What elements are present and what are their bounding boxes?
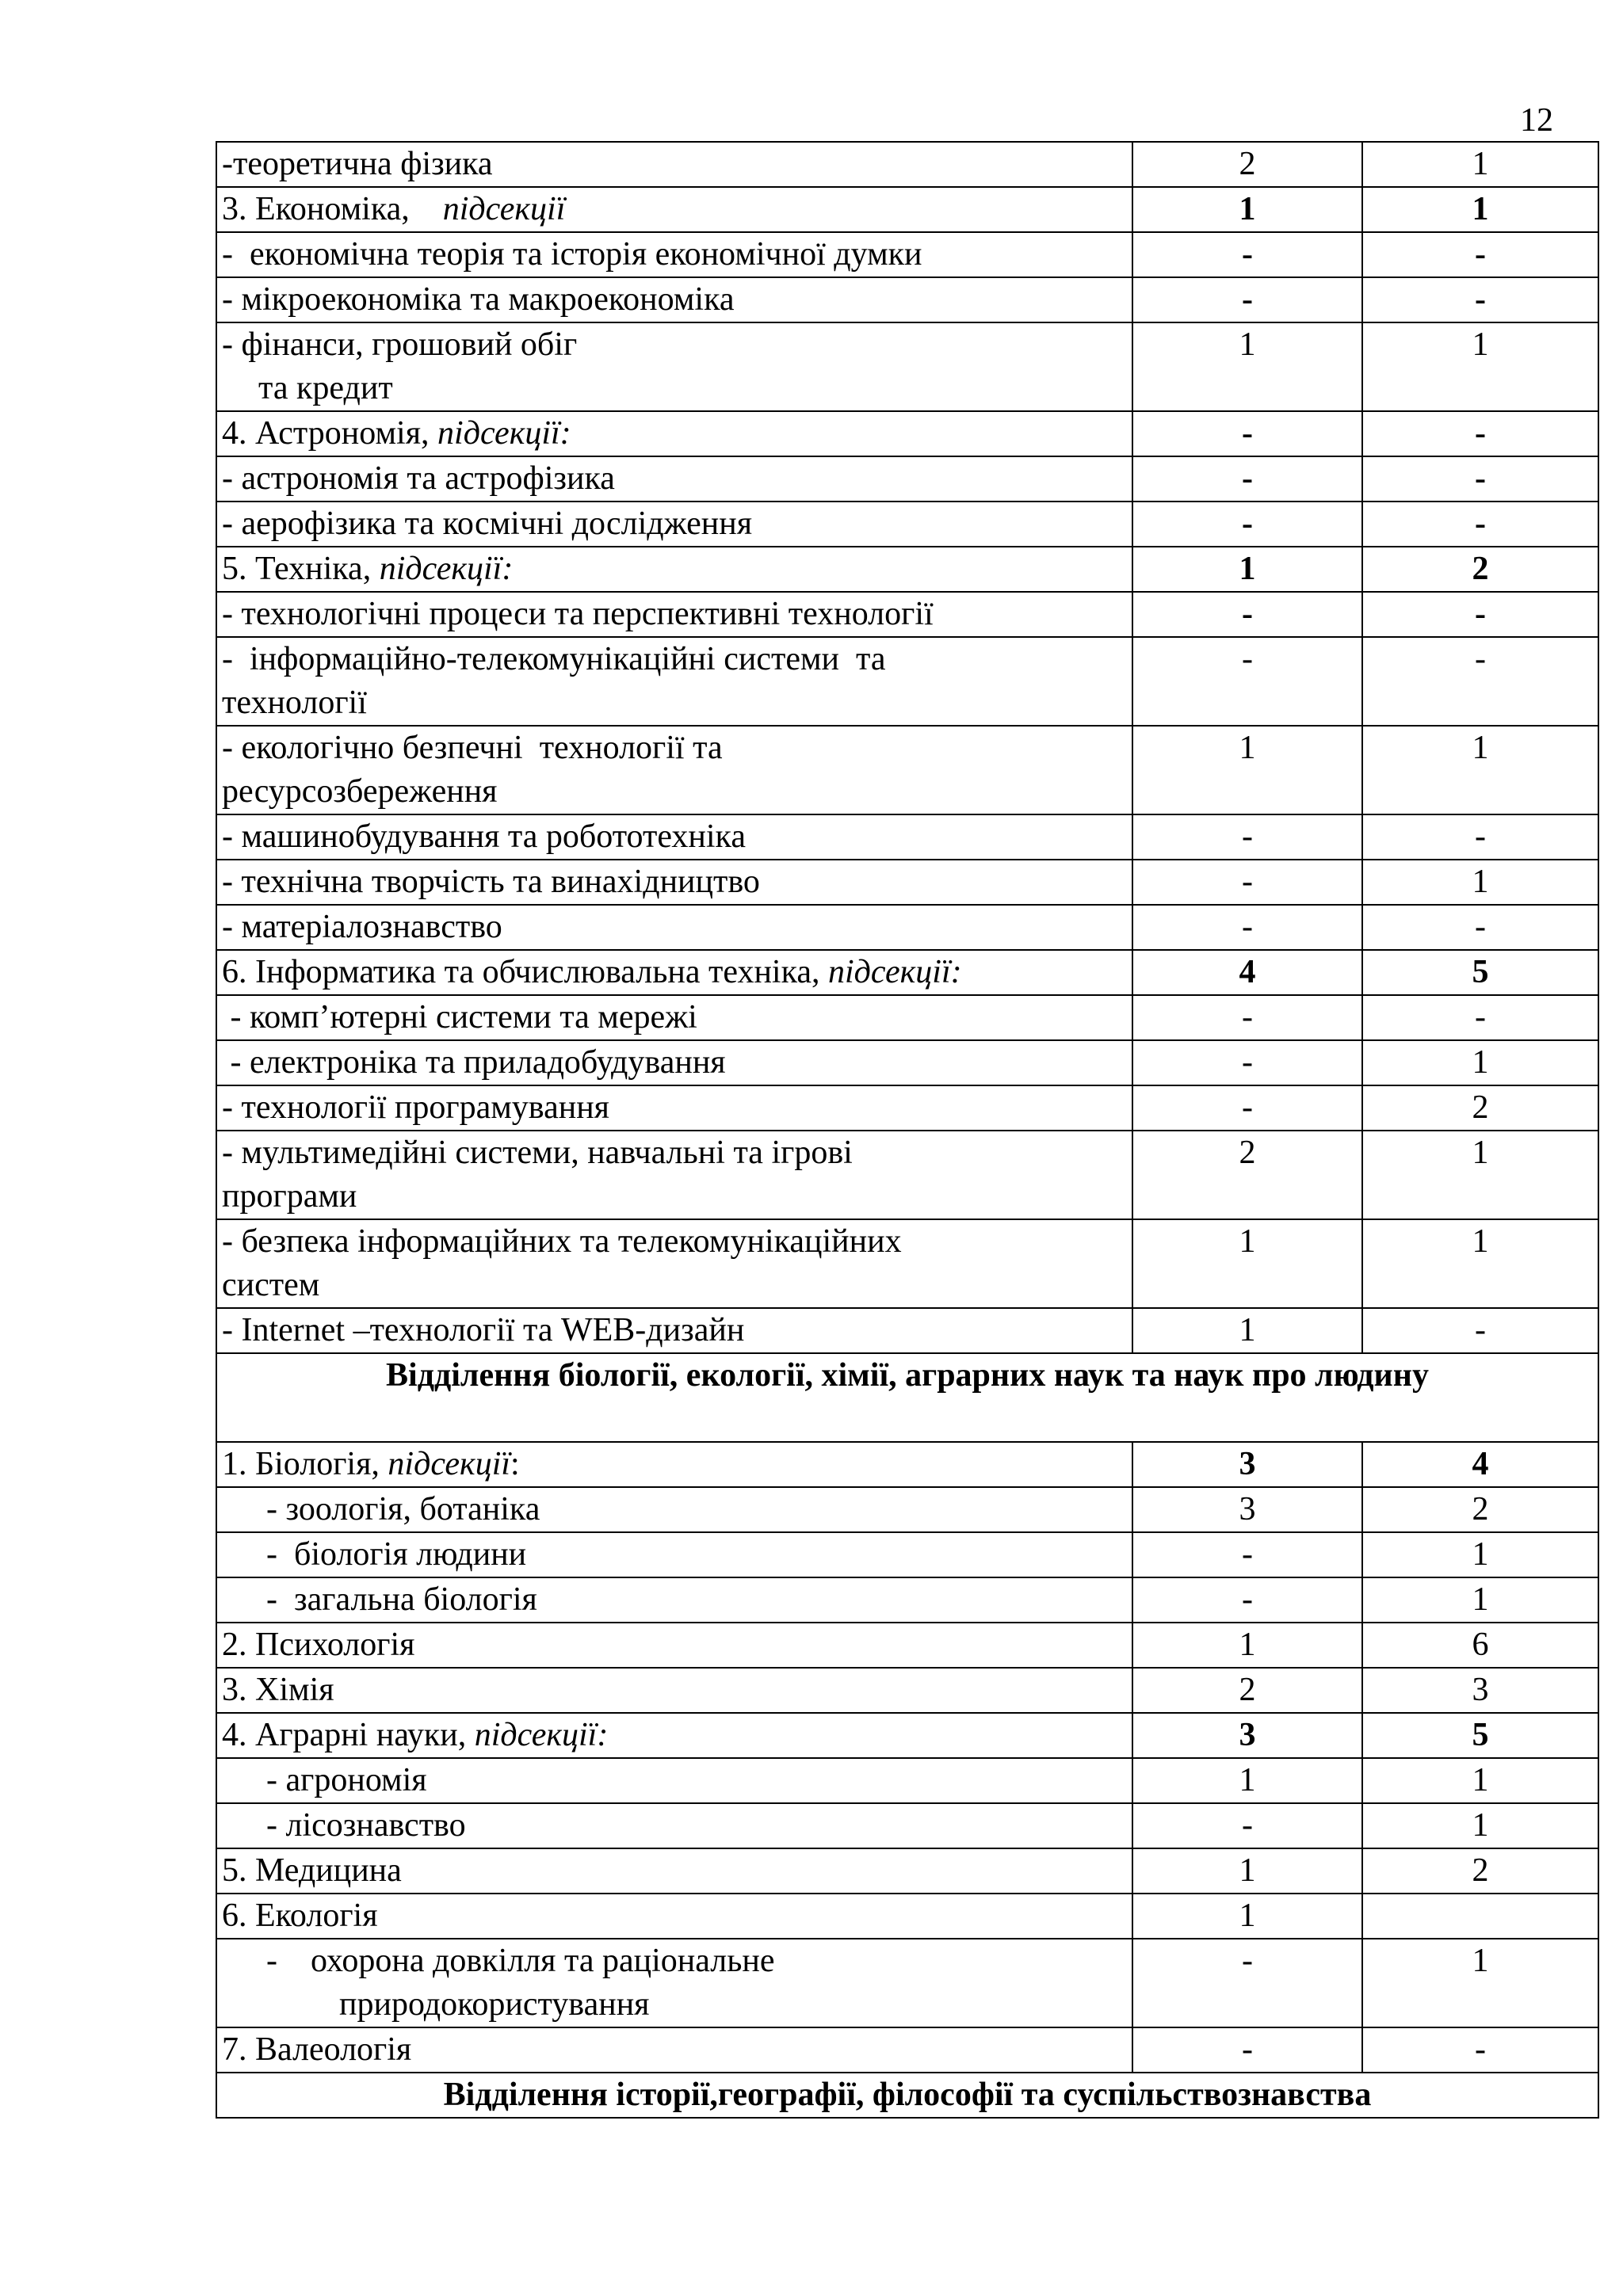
count-column-1: - (1132, 277, 1362, 322)
section-title: - біологія людини (266, 1536, 527, 1573)
section-name-cell (216, 1085, 1132, 1131)
section-name (266, 1488, 1127, 1531)
section-name-cell (216, 814, 1132, 860)
count-column-2: 1 (1362, 142, 1598, 187)
section-name (222, 1623, 1127, 1667)
subsections-label: підсекції (388, 1446, 511, 1482)
section-name-cell (216, 1758, 1132, 1803)
section-name (222, 1894, 1127, 1938)
section-name-cell (216, 1219, 1132, 1308)
section-name (222, 727, 1127, 770)
count-column-1: 2 (1132, 1668, 1362, 1713)
table-row (216, 456, 1598, 502)
section-name-cell (216, 860, 1132, 905)
section-name-cell (216, 1668, 1132, 1713)
count-column-2: 1 (1362, 1803, 1598, 1848)
table-row (216, 1758, 1598, 1803)
subsections-label: підсекції: (379, 551, 514, 587)
count-column-2: - (1362, 277, 1598, 322)
section-title: - аерофізика та космічні дослідження (222, 505, 753, 542)
section-title: - мікроекономіка та макроекономіка (222, 281, 735, 318)
table-row (216, 1308, 1598, 1353)
section-name-continuation: ресурсозбереження (222, 773, 498, 810)
count-column-1: - (1132, 1577, 1362, 1623)
section-title: - безпека інформаційних та телекомунікаційних (222, 1223, 902, 1260)
section-name-cell (216, 1308, 1132, 1353)
section-name-cell (216, 142, 1132, 187)
section-name-cell (216, 726, 1132, 814)
table-row (216, 1040, 1598, 1085)
sections-table (216, 141, 1599, 2119)
count-column-2: 2 (1362, 1487, 1598, 1532)
count-column-2: 5 (1362, 950, 1598, 995)
department-header: Відділення біології, екології, хімії, аграрних наук та наук про людину (216, 1353, 1598, 1442)
count-column-2: 5 (1362, 1713, 1598, 1758)
table-row (216, 187, 1598, 232)
table-row (216, 1623, 1598, 1668)
section-name (222, 951, 1127, 994)
count-column-1: - (1132, 905, 1362, 950)
table-row (216, 995, 1598, 1040)
count-column-1: - (1132, 1085, 1362, 1131)
section-name (222, 278, 1127, 322)
section-name (222, 502, 1127, 546)
section-name (222, 815, 1127, 859)
section-title: 7. Валеологія (222, 2031, 412, 2068)
count-column-2: - (1362, 456, 1598, 502)
subsections-label: підсекції: (828, 954, 962, 990)
section-name-cell (216, 592, 1132, 637)
count-column-1: 1 (1132, 1623, 1362, 1668)
table-row (216, 1803, 1598, 1848)
table-row (216, 1085, 1598, 1131)
section-name (222, 1220, 1127, 1264)
count-column-1: - (1132, 1040, 1362, 1085)
table-row (216, 814, 1598, 860)
section-name (222, 143, 1127, 186)
count-column-1: - (1132, 1803, 1362, 1848)
department-header-row (216, 1353, 1598, 1442)
section-title: - загальна біологія (266, 1581, 537, 1618)
count-column-2: 3 (1362, 1668, 1598, 1713)
section-name-cell (216, 1803, 1132, 1848)
section-name (222, 1131, 1127, 1175)
table-row (216, 1487, 1598, 1532)
section-title: - економічна теорія та історія економічної думки (222, 236, 922, 273)
table-row (216, 1848, 1598, 1894)
count-column-2: 1 (1362, 726, 1598, 814)
table-row (216, 232, 1598, 277)
table-row (216, 1219, 1598, 1308)
table-row (216, 2027, 1598, 2073)
section-name (222, 457, 1127, 501)
section-name (222, 593, 1127, 636)
count-column-1: - (1132, 232, 1362, 277)
count-column-2: - (1362, 232, 1598, 277)
section-title: 6. Екологія (222, 1897, 378, 1934)
section-name-cell (216, 187, 1132, 232)
count-column-2: - (1362, 637, 1598, 726)
count-column-1: 1 (1132, 547, 1362, 592)
section-title: - лісознавство (266, 1807, 466, 1844)
section-name (222, 412, 1127, 456)
section-title: 5. Медицина (222, 1852, 402, 1889)
section-title: - матеріалознавство (222, 909, 502, 945)
count-column-1: 2 (1132, 142, 1362, 187)
table-row (216, 1894, 1598, 1939)
count-column-2: - (1362, 2027, 1598, 2073)
subsections-label: підсекції: (474, 1717, 609, 1753)
subsections-colon: : (510, 1446, 520, 1482)
section-title: - астрономія та астрофізика (222, 460, 615, 497)
table-row (216, 1713, 1598, 1758)
section-name-cell (216, 905, 1132, 950)
section-name (222, 1041, 1127, 1085)
section-name-cell (216, 456, 1132, 502)
count-column-1: 1 (1132, 1308, 1362, 1353)
count-column-1: 1 (1132, 1894, 1362, 1939)
section-name (222, 233, 1127, 277)
count-column-1: 3 (1132, 1442, 1362, 1487)
table-row (216, 1939, 1598, 2027)
section-name (266, 1759, 1127, 1802)
count-column-2: 1 (1362, 1131, 1598, 1219)
section-name-cell (216, 2027, 1132, 2073)
count-column-2: 1 (1362, 1758, 1598, 1803)
section-name-cell (216, 1532, 1132, 1577)
count-column-1: 4 (1132, 950, 1362, 995)
section-name (266, 1533, 1127, 1577)
count-column-2: - (1362, 1308, 1598, 1353)
section-name-cell (216, 1442, 1132, 1487)
table-row (216, 277, 1598, 322)
page-number: 12 (1520, 102, 1553, 139)
count-column-1: - (1132, 814, 1362, 860)
table-row (216, 1131, 1598, 1219)
count-column-1: 1 (1132, 322, 1362, 411)
table-row (216, 637, 1598, 726)
section-name (222, 1714, 1127, 1757)
section-name (222, 1086, 1127, 1130)
count-column-2: 1 (1362, 322, 1598, 411)
section-name-continuation: програми (222, 1178, 357, 1215)
count-column-1: - (1132, 456, 1362, 502)
section-name (266, 1578, 1127, 1622)
count-column-2: 2 (1362, 1085, 1598, 1131)
section-title: - машинобудування та робототехніка (222, 818, 746, 855)
department-header-row (216, 2073, 1598, 2118)
table-row (216, 411, 1598, 456)
section-name (222, 2028, 1127, 2072)
department-header: Відділення історії,географії, філософії та суспільствознавства (216, 2073, 1598, 2118)
section-name-cell (216, 637, 1132, 726)
section-title: 4. Астрономія, (222, 415, 438, 452)
section-title: 3. Хімія (222, 1672, 334, 1708)
section-title: - Internet –технології та WEB-дизайн (222, 1312, 745, 1348)
section-name (222, 547, 1127, 591)
section-title: - електроніка та приладобудування (222, 1044, 726, 1081)
section-name (222, 996, 1127, 1039)
table-row (216, 142, 1598, 187)
count-column-2: 1 (1362, 187, 1598, 232)
count-column-1: - (1132, 411, 1362, 456)
section-title: 2. Психологія (222, 1627, 415, 1663)
count-column-1: - (1132, 995, 1362, 1040)
section-title: - інформаційно-телекомунікаційні системи та (222, 641, 886, 677)
section-name-cell (216, 1487, 1132, 1532)
count-column-1: 1 (1132, 1758, 1362, 1803)
section-title: - екологічно безпечні технології та (222, 730, 723, 766)
count-column-2: - (1362, 592, 1598, 637)
count-column-2: 1 (1362, 860, 1598, 905)
table-row (216, 547, 1598, 592)
section-name-cell (216, 232, 1132, 277)
count-column-2: 6 (1362, 1623, 1598, 1668)
count-column-1: 1 (1132, 1219, 1362, 1308)
table-row (216, 860, 1598, 905)
count-column-2: 1 (1362, 1040, 1598, 1085)
section-name (222, 323, 1127, 367)
count-column-2: - (1362, 995, 1598, 1040)
count-column-2: - (1362, 905, 1598, 950)
subsections-label: підсекції (442, 191, 566, 227)
section-title: - технології програмування (222, 1089, 609, 1126)
section-name-cell (216, 1713, 1132, 1758)
section-title: - технічна творчість та винахідництво (222, 864, 760, 900)
count-column-1: - (1132, 592, 1362, 637)
section-name-cell (216, 502, 1132, 547)
count-column-1: 3 (1132, 1713, 1362, 1758)
count-column-1: 1 (1132, 726, 1362, 814)
count-column-2: 4 (1362, 1442, 1598, 1487)
section-title: 6. Інформатика та обчислювальна техніка, (222, 954, 829, 990)
section-name-cell (216, 1623, 1132, 1668)
sections-table-body (216, 142, 1598, 2118)
table-row (216, 322, 1598, 411)
section-name-cell (216, 1040, 1132, 1085)
count-column-1: - (1132, 2027, 1362, 2073)
section-name (222, 1309, 1127, 1352)
section-title: - агрономія (266, 1762, 427, 1798)
section-title: - фінанси, грошовий обіг (222, 326, 578, 363)
section-name (266, 1939, 1127, 1983)
table-row (216, 1532, 1598, 1577)
count-column-2: - (1362, 814, 1598, 860)
section-name-continuation: технології (222, 685, 367, 721)
table-row (216, 726, 1598, 814)
section-title: 1. Біологія, (222, 1446, 388, 1482)
count-column-2: - (1362, 411, 1598, 456)
count-column-2: 1 (1362, 1219, 1598, 1308)
count-column-1: - (1132, 1532, 1362, 1577)
section-name-cell (216, 547, 1132, 592)
section-name-cell (216, 995, 1132, 1040)
section-name (222, 860, 1127, 904)
count-column-1: 1 (1132, 187, 1362, 232)
section-name (266, 1804, 1127, 1848)
section-name-cell (216, 1577, 1132, 1623)
count-column-2: 2 (1362, 1848, 1598, 1894)
table-row (216, 905, 1598, 950)
count-column-1: 3 (1132, 1487, 1362, 1532)
count-column-2: - (1362, 502, 1598, 547)
count-column-1: - (1132, 860, 1362, 905)
section-title: 4. Аграрні науки, (222, 1717, 475, 1753)
section-name-cell (216, 1894, 1132, 1939)
section-name (222, 1669, 1127, 1712)
section-name (222, 188, 1127, 231)
count-column-2 (1362, 1894, 1598, 1939)
count-column-2: 1 (1362, 1532, 1598, 1577)
count-column-2: 2 (1362, 547, 1598, 592)
section-name-cell (216, 1848, 1132, 1894)
count-column-2: 1 (1362, 1577, 1598, 1623)
count-column-1: - (1132, 1939, 1362, 2027)
section-name-cell (216, 411, 1132, 456)
section-title: - охорона довкілля та раціональне (266, 1943, 775, 1979)
count-column-2: 1 (1362, 1939, 1598, 2027)
table-row (216, 1577, 1598, 1623)
section-title: 3. Економіка, (222, 191, 443, 227)
section-name-cell (216, 1939, 1132, 2027)
section-title: - комп’ютерні системи та мережі (222, 999, 697, 1035)
section-title: - зоологія, ботаніка (266, 1491, 540, 1527)
count-column-1: 2 (1132, 1131, 1362, 1219)
section-title: -теоретична фізика (222, 146, 493, 182)
count-column-1: - (1132, 502, 1362, 547)
section-title: 5. Техніка, (222, 551, 380, 587)
section-name (222, 1849, 1127, 1893)
section-name-continuation: природокористування (339, 1986, 650, 2023)
section-title: - мультимедійні системи, навчальні та ігрові (222, 1135, 853, 1171)
table-row (216, 1442, 1598, 1487)
section-title: - технологічні процеси та перспективні технології (222, 596, 934, 632)
table-row (216, 1668, 1598, 1713)
section-name (222, 638, 1127, 681)
section-name-continuation: систем (222, 1267, 320, 1303)
section-name-continuation: та кредит (258, 370, 393, 406)
table-row (216, 502, 1598, 547)
section-name-cell (216, 1131, 1132, 1219)
section-name (222, 906, 1127, 949)
table-row (216, 950, 1598, 995)
count-column-1: 1 (1132, 1848, 1362, 1894)
section-name (222, 1443, 1127, 1486)
count-column-1: - (1132, 637, 1362, 726)
section-name-cell (216, 277, 1132, 322)
section-name-cell (216, 950, 1132, 995)
table-row (216, 592, 1598, 637)
section-name-cell (216, 322, 1132, 411)
subsections-label: підсекції: (437, 415, 571, 452)
